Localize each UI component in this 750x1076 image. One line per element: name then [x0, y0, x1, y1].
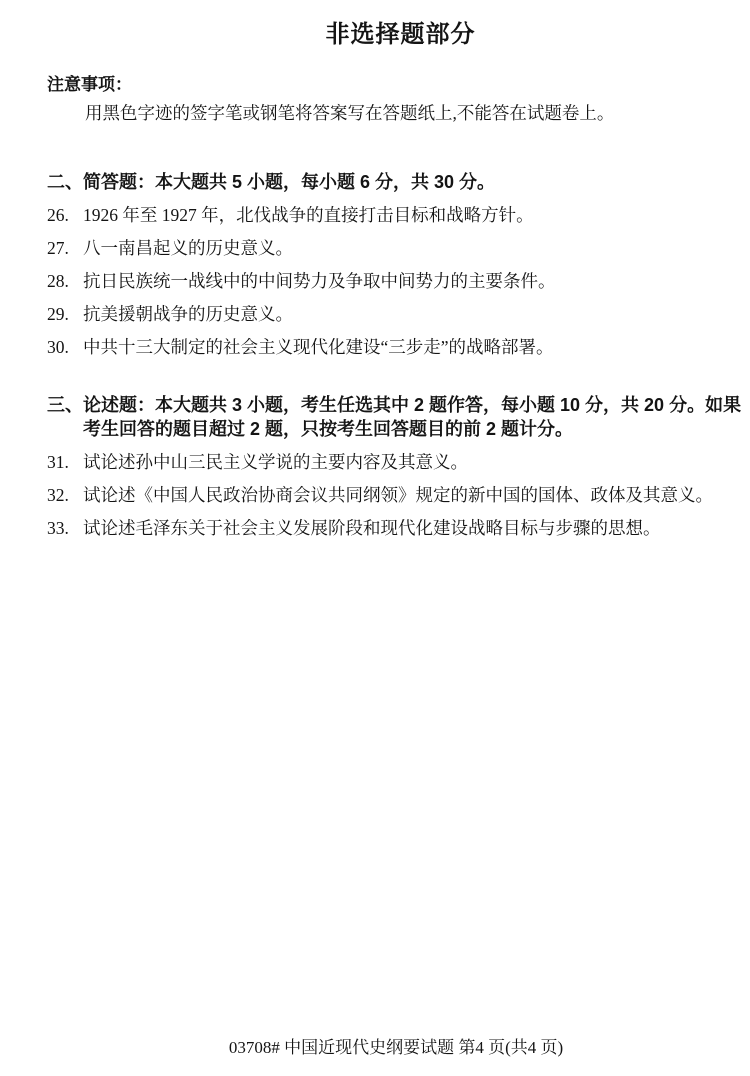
question-item-29 [47, 302, 720, 326]
section-essay [47, 393, 742, 540]
page-footer: 03708# 中国近现代史纲要试题 第4 页(共4 页) [228, 1038, 564, 1057]
section-number: 三、 [47, 395, 83, 415]
page-title: 非选择题部分 [325, 21, 476, 48]
section-short-answer [47, 170, 720, 359]
question-text: 试论述孙中山三民主义学说的主要内容及其意义。 [83, 452, 468, 472]
question-number: 28. [47, 271, 69, 291]
question-item-30 [47, 335, 720, 359]
question-number: 29. [47, 304, 69, 324]
question-number: 30. [47, 337, 69, 357]
question-number: 27. [47, 238, 69, 258]
section-number: 二、 [47, 172, 83, 192]
section-essay-heading [47, 393, 742, 441]
question-text: 八一南昌起义的历史意义。 [83, 238, 293, 258]
question-text: 1926 年至 1927 年，北伐战争的直接打击目标和战略方针。 [83, 205, 534, 225]
question-item-26 [47, 203, 720, 227]
question-text: 试论述《中国人民政治协商会议共同纲领》规定的新中国的国体、政体及其意义。 [83, 485, 713, 505]
question-number: 33. [47, 518, 69, 538]
question-number: 32. [47, 485, 69, 505]
question-item-27 [47, 236, 720, 260]
question-text: 试论述毛泽东关于社会主义发展阶段和现代化建设战略目标与步骤的思想。 [83, 518, 661, 538]
section-short-answer-heading [47, 170, 720, 194]
section-heading-line: 简答题：本大题共 5 小题，每小题 6 分，共 30 分。 [83, 172, 496, 192]
question-number: 31. [47, 452, 69, 472]
notice-label: 注意事项： [47, 75, 132, 94]
question-item-28 [47, 269, 720, 293]
section-heading-line: 论述题：本大题共 3 小题，考生任选其中 2 题作答，每小题 10 分，共 20 分。如果 [83, 395, 742, 415]
question-item-31 [47, 450, 720, 474]
section-heading-text [83, 393, 741, 441]
notice-text: 用黑色字迹的签字笔或钢笔将答案写在答题纸上,不能答在试题卷上。 [85, 103, 615, 123]
question-text: 抗美援朝战争的历史意义。 [83, 304, 293, 324]
question-item-33 [47, 516, 720, 540]
question-text: 抗日民族统一战线中的中间势力及争取中间势力的主要条件。 [83, 271, 556, 291]
question-text: 中共十三大制定的社会主义现代化建设“三步走”的战略部署。 [83, 337, 554, 357]
question-number: 26. [47, 205, 69, 225]
section-heading-line: 考生回答的题目超过 2 题，只按考生回答题目的前 2 题计分。 [83, 419, 574, 439]
question-item-32 [47, 483, 720, 507]
section-heading-text [83, 170, 720, 194]
